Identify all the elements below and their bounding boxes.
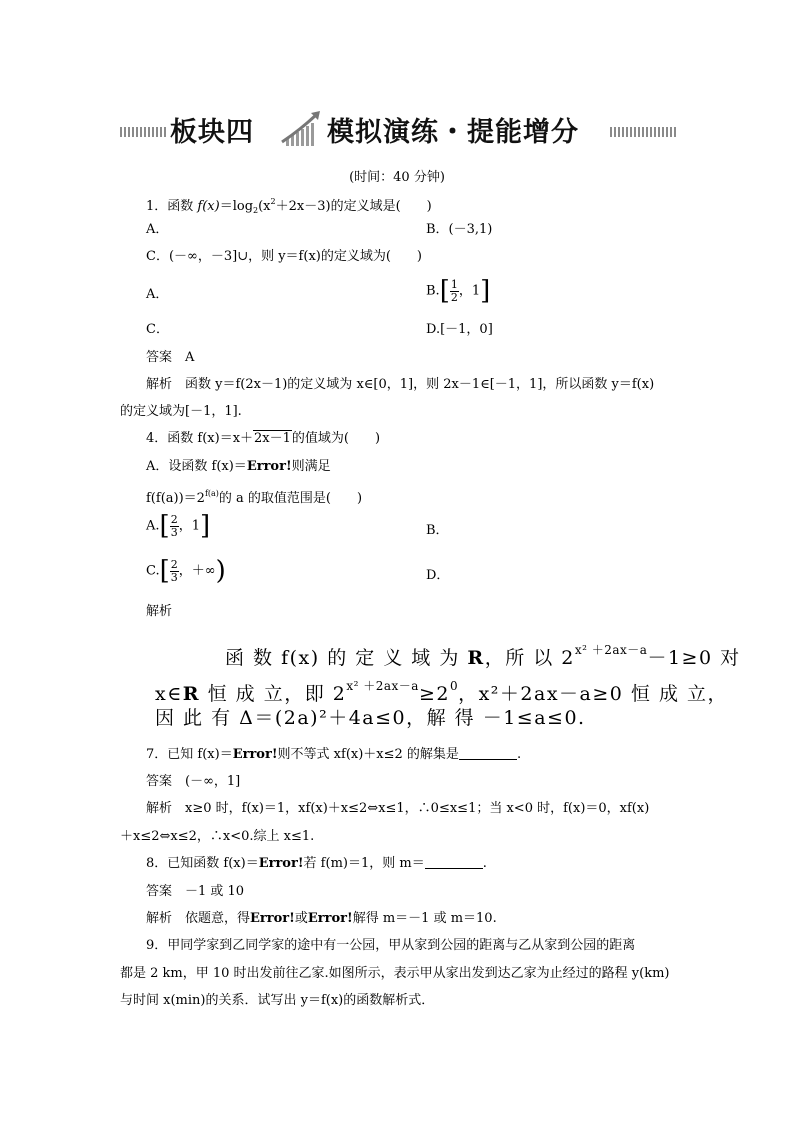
q1-option-a: A． [146,222,169,237]
q3-answer: 答案 A [146,350,195,365]
q5-option-c: C.[ $\frac{2}{3}$ ，＋∞) [146,556,226,586]
q3-option-a: A． [146,287,169,302]
rising-bars-icon [280,110,324,148]
q5-option-b: B． [426,523,449,538]
q8-analysis: 解析 依题意，得Error!或Error!解得 m＝－1 或 m＝10. [146,911,497,926]
section-banner [120,110,676,154]
q5-option-a: A.[ $\frac{2}{3}$ ，1] [146,511,211,541]
q5-stem-line1: A．设函数 f(x)＝Error!则满足 [146,459,331,474]
analysis-large-line3: 因 此 有 Δ＝(2a)²＋4a≤0，解 得 －1≤a≤0. [155,707,586,729]
q3-option-b: B.[ $\frac{1}{2}$ ，1] [426,276,491,306]
q9-stem-line3: 与时间 x(min)的关系．试写出 y＝f(x)的函数解析式． [120,993,435,1008]
q7-analysis-line2: ＋x≤2⇔x≤2，∴x<0.综上 x≤1. [120,829,315,844]
q7-answer: 答案 (－∞，1] [146,774,241,789]
q1-option-b: B．(－3,1) [426,222,493,237]
analysis-large-line1: 函 数 f(x) 的 定 义 域 为 R，所 以 $2^{x^2 +2ax-a}-1\ge 0$ 对 [225,643,741,669]
banner-hatch-right [610,127,676,137]
q9-stem-line1: 9．甲同学家到乙同学家的途中有一公园，甲从家到公园的距离与乙从家到公园的距离 [146,938,636,953]
q1-option-c: C．(－∞，－3]∪，则 y＝f(x)的定义域为( ) [146,249,422,264]
q5-stem-line2: $f(f(a))=2^{f(a)}$的 a 的取值范围是( ) [146,489,363,506]
q8-answer-blank [425,856,483,869]
q4-stem: 4．函数 f(x)＝x＋2x－1的值域为( ) [146,431,381,446]
banner-title-right: 模拟演练・提能增分 [327,117,579,148]
q7-stem: 7．已知 f(x)＝Error!则不等式 xf(x)＋x≤2 的解集是 . [146,747,522,762]
q3-option-c: C． [146,322,169,337]
q3-option-d: D.[－1，0] [426,322,493,337]
q8-stem: 8．已知函数 f(x)＝Error!若 f(m)＝1，则 m＝ . [146,856,487,871]
q5-option-d: D． [426,568,450,583]
q7-analysis-line1: 解析 x≥0 时，f(x)＝1，xf(x)＋x≤2⇔x≤1，∴0≤x≤1；当 x<0 时，f(x)＝0，xf(x) [146,801,650,816]
q1-stem: 1．函数 $f(x)=\log_2(x^2+2x-3)$的定义域是( ) [146,197,432,215]
banner-hatch-left [120,127,166,137]
q7-answer-blank [459,747,517,760]
q3-analysis-line1: 解析 函数 y＝f(2x－1)的定义域为 x∈[0，1]，则 2x－1∈[－1，1]，所以函数 y＝f(x) [146,377,655,392]
analysis-large-line2: x∈R 恒 成 立，即 $2^{x^2 +2ax-a}\ge 2^0$，x²＋2ax－a≥0 恒 成 立， [155,679,729,705]
time-limit: (时间：40 分钟) [349,170,445,185]
q5-analysis-label: 解析 [146,604,173,619]
q8-answer: 答案 －1 或 10 [146,884,245,899]
banner-title-left: 板块四 [170,117,254,148]
q3-analysis-line2: 的定义域为[－1，1]. [120,404,242,419]
q9-stem-line2: 都是 2 km，甲 10 时出发前往乙家.如图所示，表示甲从家出发到达乙家为止经过的路程 y(km) [120,966,670,981]
